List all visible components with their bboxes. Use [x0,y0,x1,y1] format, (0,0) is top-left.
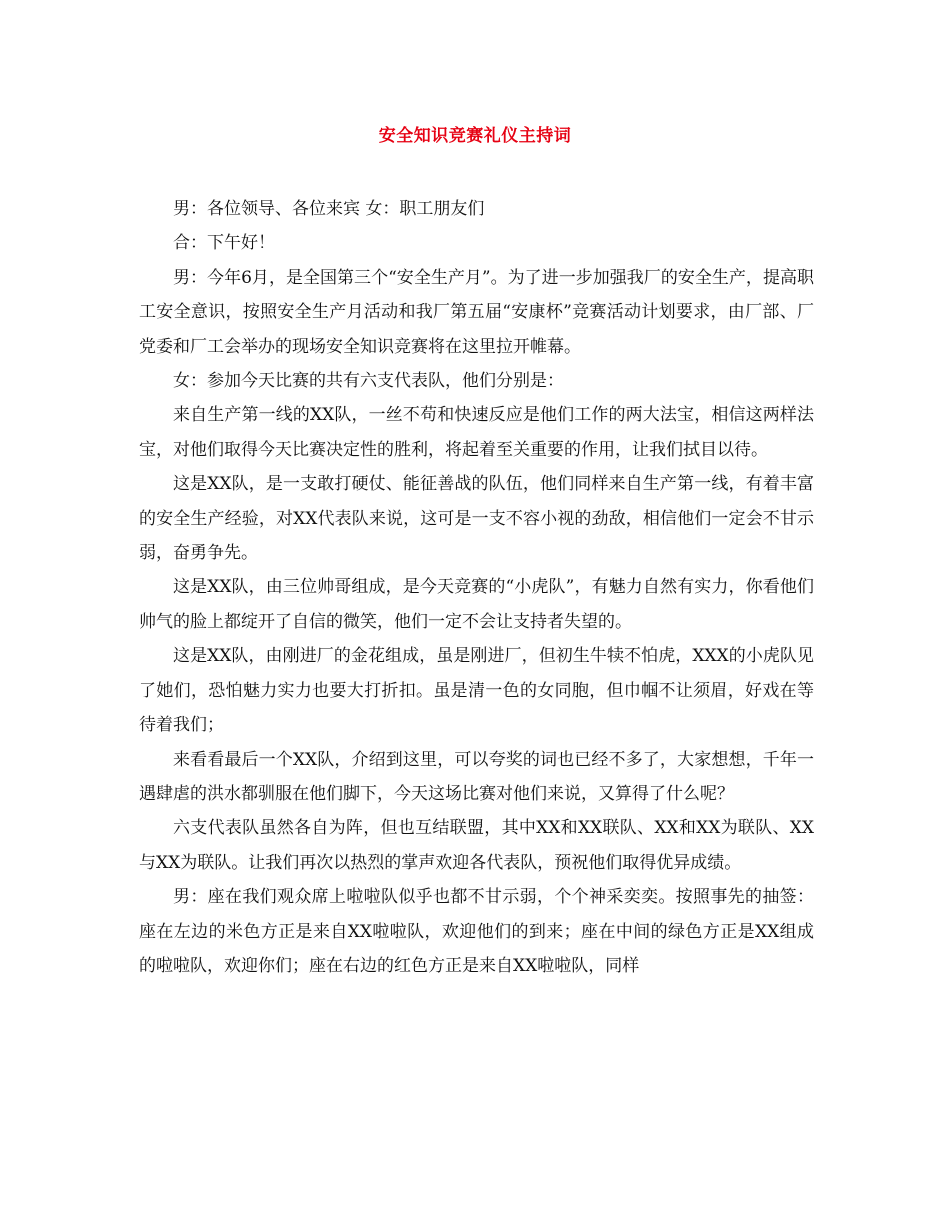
paragraph-team-4: 这是XX队，由刚进厂的金花组成，虽是刚进厂，但初生牛犊不怕虎，XXX的小虎队见了她们，恐怕魅力实力也要大打折扣。虽是清一色的女同胞，但巾帼不让须眉，好戏在等待着我们； [139,646,814,736]
paragraph-alliances: 六支代表队虽然各自为阵，但也互结联盟，其中XX和XX联队、XX和XX为联队、XX与XX为联队。让我们再次以热烈的掌声欢迎各代表队，预祝他们取得优异成绩。 [139,818,814,873]
document-body [139,192,814,983]
paragraph-team-1: 来自生产第一线的XX队，一丝不苟和快速反应是他们工作的两大法宝，相信这两样法宝，对他们取得今天比赛决定性的胜利，将起着至关重要的作用，让我们拭目以待。 [139,405,814,460]
paragraph-teams-intro: 女：参加今天比赛的共有六支代表队，他们分别是： [173,371,564,392]
document-title: 安全知识竞赛礼仪主持词 [378,126,572,146]
paragraph-cheerleaders: 男：座在我们观众席上啦啦队似乎也都不甘示弱，个个神采奕奕。按照事先的抽签：座在左边的米色方正是来自XX啦啦队，欢迎他们的到来；座在中间的绿色方正是XX组成的啦啦队，欢迎你们；座在右边的红色方正是来自XX啦啦队，同样 [139,887,814,976]
paragraph-opening: 男：今年6月，是全国第三个“安全生产月”。为了进一步加强我厂的安全生产，提高职工安全意识，按照安全生产月活动和我厂第五届“安康杯”竞赛活动计划要求，由厂部、厂党委和厂工会举办的现场安全知识竞赛将在这里拉开帷幕。 [139,267,814,357]
paragraph-greeting-1: 男：各位领导、各位来宾 女：职工朋友们 [173,199,485,219]
paragraph-greeting-2: 合：下午好！ [173,233,275,254]
paragraph-team-5: 来看看最后一个XX队，介绍到这里，可以夸奖的词也已经不多了，大家想想，千年一遇肆虐的洪水都驯服在他们脚下，今天这场比赛对他们来说，又算得了什么呢？ [139,749,814,804]
paragraph-team-3: 这是XX队，由三位帅哥组成，是今天竞赛的“小虎队”，有魅力自然有实力，你看他们帅气的脸上都绽开了自信的微笑，他们一定不会让支持者失望的。 [139,577,814,632]
paragraph-team-2: 这是XX队，是一支敢打硬仗、能征善战的队伍，他们同样来自生产第一线，有着丰富的安全生产经验，对XX代表队来说，这可是一支不容小视的劲敌，相信他们一定会不甘示弱，奋勇争先。 [139,474,814,564]
